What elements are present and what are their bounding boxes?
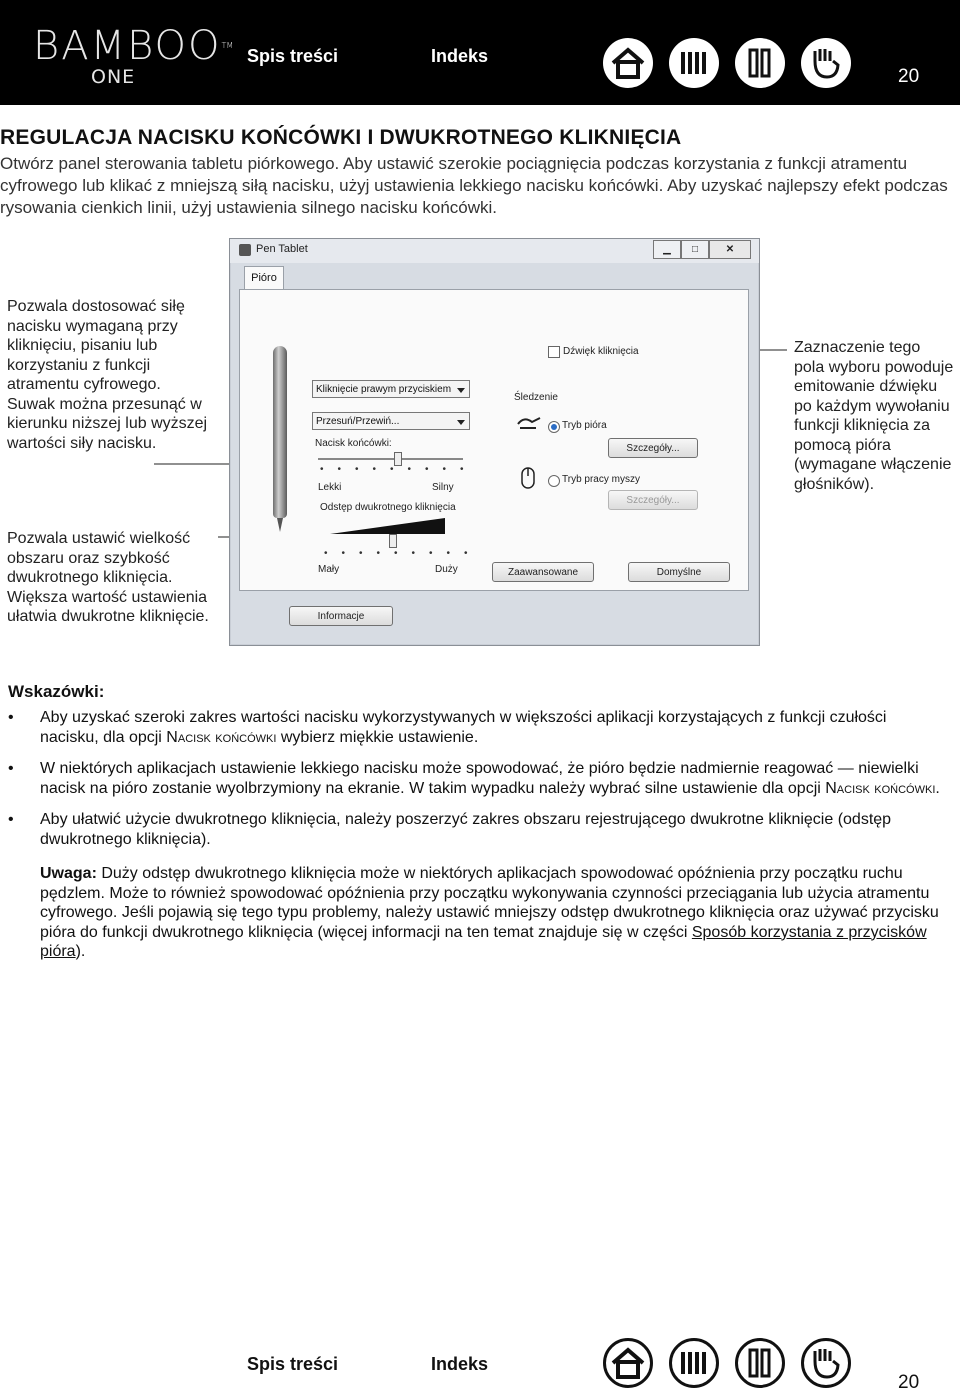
- callout-tip-feel: Pozwala dostosować siłę nacisku wymaganą przy kliknięciu, pisaniu lub korzystaniu z funkcji atramentu cyfrowego. Suwak można przesunąć w kierunku niższej lub wyższej wartości siły nacisku.: [7, 298, 208, 452]
- tip-item: [8, 810, 948, 849]
- pen-tablet-dialog: [229, 238, 760, 646]
- about-button[interactable]: Informacje: [289, 606, 393, 626]
- tip-feel-slider[interactable]: [318, 458, 463, 460]
- click-sound-checkbox[interactable]: [548, 346, 560, 358]
- logo-trademark: TM: [221, 41, 234, 50]
- contents-link[interactable]: Spis treści: [247, 46, 339, 66]
- intro-paragraph: Otwórz panel sterowania tabletu piórkowego. Aby ustawić szerokie pociągnięcia podczas korzystania z funkcji atramentu cyfrowego lub klikać z mniejszą siłą nacisku, użyj ustawienia lekkiego nacisku końcówki. Aby uzyskać najlepszy efekt podczas rysowania cienkich linii, użyj ustawienia silnego nacisku końcówki.: [0, 154, 948, 217]
- double-click-thumb[interactable]: [389, 534, 397, 548]
- maximize-button[interactable]: □: [681, 240, 709, 259]
- footer-nav: [0, 1330, 960, 1394]
- page-number: 20: [898, 1372, 920, 1393]
- hand-nav-icon[interactable]: [801, 1338, 851, 1388]
- click-sound-label: Dźwięk kliknięcia: [563, 346, 639, 357]
- tip-text: W niektórych aplikacjach ustawienie lekkiego nacisku może spowodować, że pióro będzie nadmiernie reagować — niewielki nacisk na pióro zostanie wyolbrzymiony na ekranie. W takim wypadku należy wybrać silne ustawienie dla opcji: [40, 760, 919, 797]
- index-link[interactable]: Indeks: [431, 46, 489, 66]
- soft-label: Lekki: [318, 482, 342, 493]
- advanced-button[interactable]: Zaawansowane: [492, 562, 594, 582]
- tip-feel-ticks: •••••••••: [320, 464, 478, 475]
- tips-heading: Wskazówki:: [8, 682, 105, 701]
- chevron-down-icon: [457, 420, 465, 425]
- tracking-label: Śledzenie: [514, 392, 558, 403]
- lower-button-dropdown[interactable]: [312, 412, 470, 430]
- callout-click-sound: Zaznaczenie tego pola wyboru powoduje emitowanie dźwięku po każdym wywołaniu funkcji kliknięcia za pomocą pióra (wymagane włączenie głośników).: [794, 339, 954, 493]
- tip-text: .: [935, 779, 940, 797]
- chevron-down-icon: [457, 388, 465, 393]
- pen-tablet-nav-icon[interactable]: [669, 1338, 719, 1388]
- note-end: ).: [75, 943, 86, 960]
- logo-brand: BAMBOO: [33, 23, 222, 69]
- close-button[interactable]: ✕: [709, 240, 751, 259]
- mouse-icon: [520, 466, 536, 490]
- mouse-mode-radio[interactable]: [548, 475, 560, 487]
- contents-link[interactable]: Spis treści: [247, 1354, 339, 1374]
- double-click-ticks: •••••••••: [324, 548, 482, 559]
- upper-button-value: Kliknięcie prawym przyciskiem: [316, 384, 452, 395]
- logo-model: ONE: [91, 66, 136, 88]
- bookmark-nav-icon[interactable]: [735, 1338, 785, 1388]
- pen-mode-radio[interactable]: [548, 421, 560, 433]
- callout-double-click: Pozwala ustawić wielkość obszaru oraz szybkość dwukrotnego kliknięcia. Większa wartość ustawienia ułatwia dwukrotne kliknięcie.: [7, 530, 209, 625]
- mouse-mode-label: Tryb pracy myszy: [562, 474, 640, 485]
- tip-option-name: Nacisk końcówki: [825, 779, 936, 797]
- tip-feel-label: Nacisk końcówki:: [315, 438, 392, 449]
- mouse-mode-details-button[interactable]: Szczegóły...: [608, 490, 698, 510]
- minimize-button[interactable]: ▁: [653, 240, 681, 259]
- note-paragraph: [40, 864, 950, 962]
- pen-mode-label: Tryb pióra: [562, 420, 607, 431]
- index-link[interactable]: Indeks: [431, 1354, 489, 1374]
- home-icon[interactable]: [603, 1338, 653, 1388]
- note-text: Duży odstęp dwukrotnego kliknięcia może w niektórych aplikacjach spowodować opóźnienia przy początku ruchu pędzlem. Może to również spowodować opóźnienia przy początku wykonywania czynności przeciągania lub użycia atramentu cyfrowego. Jeśli pojawią się tego typu problemy, należy ustawić mniejszy odstęp dwukrotnego kliknięcia oraz używać przycisku pióra do funkcji dwukrotnego kliknięcia (więcej informacji na ten temat znajduje się w części: [40, 865, 939, 941]
- tip-item: [8, 759, 948, 798]
- tip-option-name: Nacisk końcówki: [166, 728, 277, 746]
- pen-mode-details-button[interactable]: Szczegóły...: [608, 438, 698, 458]
- tips-list: [8, 708, 948, 861]
- tablet-app-icon: [239, 244, 251, 256]
- upper-button-dropdown[interactable]: [312, 380, 470, 398]
- dialog-title: Pen Tablet: [256, 243, 308, 255]
- page-number: 20: [898, 66, 920, 87]
- pen-tab-panel: [239, 289, 749, 591]
- default-button[interactable]: Domyślne: [628, 562, 730, 582]
- section-title: REGULACJA NACISKU KOŃCÓWKI I DWUKROTNEGO KLIKNIĘCIA: [0, 126, 682, 149]
- tip-text: Aby ułatwić użycie dwukrotnego kliknięcia, należy poszerzyć zakres obszaru rejestrującego dwukrotne kliknięcie (odstęp dwukrotnego kliknięcia).: [40, 811, 892, 848]
- lower-button-value: Przesuń/Przewiń...: [316, 416, 400, 427]
- large-label: Duży: [435, 564, 458, 575]
- pen-illustration: [273, 346, 287, 518]
- small-label: Mały: [318, 564, 340, 575]
- note-label: Uwaga:: [40, 865, 97, 882]
- tip-text: Aby uzyskać szeroki zakres wartości nacisku wykorzystywanych w większości aplikacji korzystających z funkcji czułości nacisku, dla opcji: [40, 709, 887, 746]
- tip-text: wybierz miękkie ustawienie.: [276, 728, 479, 746]
- dialog-titlebar: [230, 239, 759, 263]
- tab-pen[interactable]: Pióro: [244, 266, 284, 289]
- tip-item: [8, 708, 948, 747]
- firm-label: Silny: [432, 482, 454, 493]
- double-click-label: Odstęp dwukrotnego kliknięcia: [320, 502, 456, 513]
- double-click-wedge: [330, 518, 445, 536]
- pen-buttons-link[interactable]: Sposób korzystania z przycisków pióra: [40, 923, 927, 960]
- pen-mode-icon: [516, 414, 542, 432]
